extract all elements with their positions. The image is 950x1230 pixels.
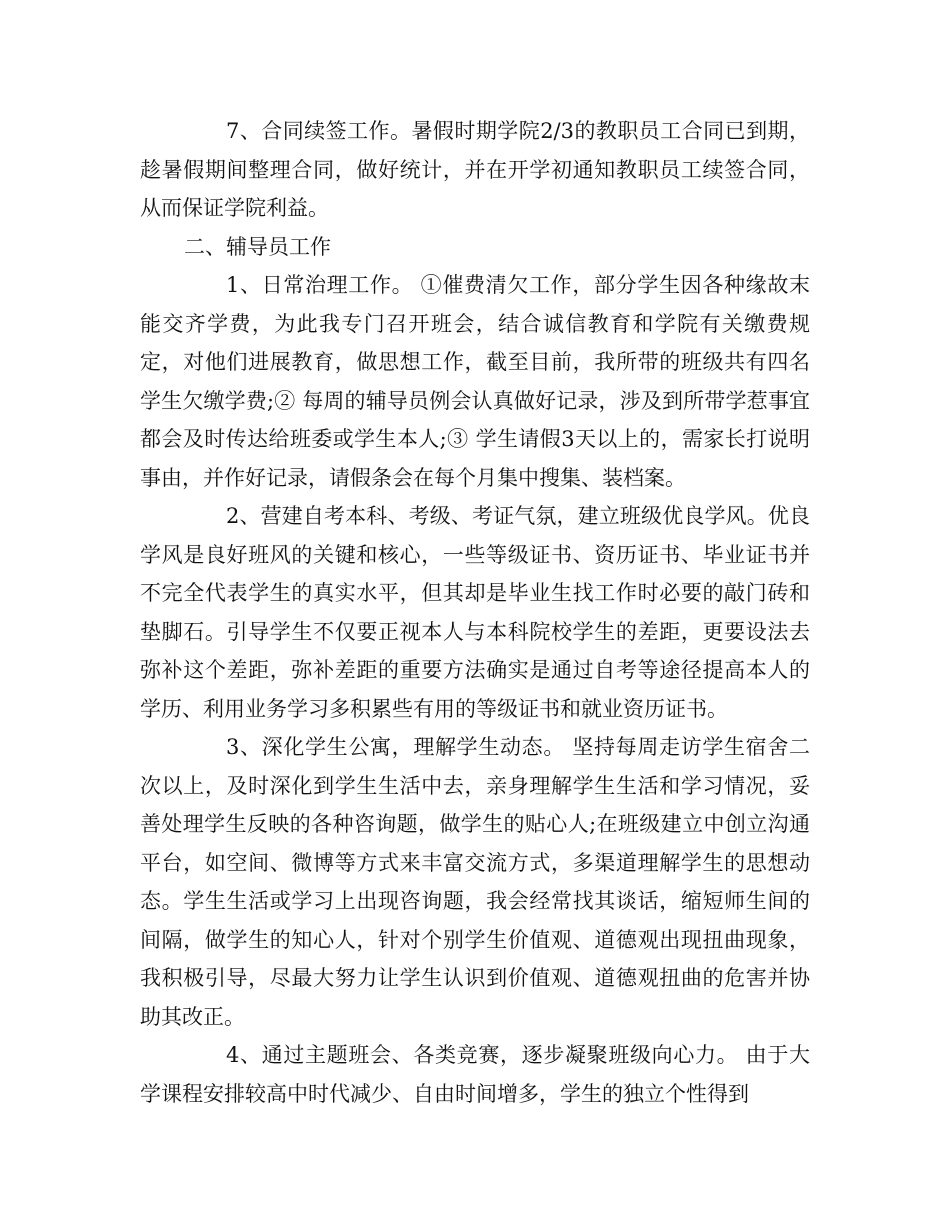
section-heading-counselor-work: 二、辅导员工作 xyxy=(184,234,331,259)
paragraph-class-cohesion: 4、通过主题班会、各类竞赛，逐步凝聚班级向心力。 由于大学课程安排较高中时代减少、自由时间增多，学生的独立个性得到 xyxy=(140,1043,810,1106)
paragraph-contract-renewal: 7、合同续签工作。暑假时期学院2/3的教职员工合同已到期，趁暑假期间整理合同，做好统计，并在开学初通知教职员工续签合同，从而保证学院利益。 xyxy=(140,119,810,220)
paragraph-daily-management: 1、日常治理工作。 ①催费清欠工作，部分学生因各种缘故末能交齐学费，为此我专门召开班会，结合诚信教育和学院有关缴费规定，对他们进展教育，做思想工作，截至目前，我所带的班级共有四名学生欠缴学费;② 每周的辅导员例会认真做好记录，涉及到所带学惹事宜都会及时传达给班委或学生本人;③ 学生请假3天以上的，需家长打说明事由，并作好记录，请假条会在每个月集中搜集、装档案。 xyxy=(140,273,810,490)
paragraph-study-atmosphere: 2、营建自考本科、考级、考证气氛，建立班级优良学风。优良学风是良好班风的关键和核心，一些等级证书、资历证书、毕业证书并不完全代表学生的真实水平，但其却是毕业生找工作时必要的敲门砖和垫脚石。引导学生不仅要正视本人与本科院校学生的差距，更要设法去弥补这个差距，弥补差距的重要方法确实是通过自考等途径提高本人的学历、利用业务学习多积累些有用的等级证书和就业资历证书。 xyxy=(140,504,810,721)
document-body xyxy=(140,112,810,1113)
paragraph-student-dorm: 3、深化学生公寓，理解学生动态。 坚持每周走访学生宿舍二次以上，及时深化到学生生活中去，亲身理解学生生活和学习情况，妥善处理学生反映的各种咨询题，做学生的贴心人;在班级建立中创立沟通平台，如空间、微博等方式来丰富交流方式，多渠道理解学生的思想动态。学生生活或学习上出现咨询题，我会经常找其谈话，缩短师生间的间隔，做学生的知心人，针对个别学生价值观、道德观出现扭曲现象，我积极引导，尽最大努力让学生认识到价值观、道德观扭曲的危害并协助其改正。 xyxy=(140,735,810,1029)
